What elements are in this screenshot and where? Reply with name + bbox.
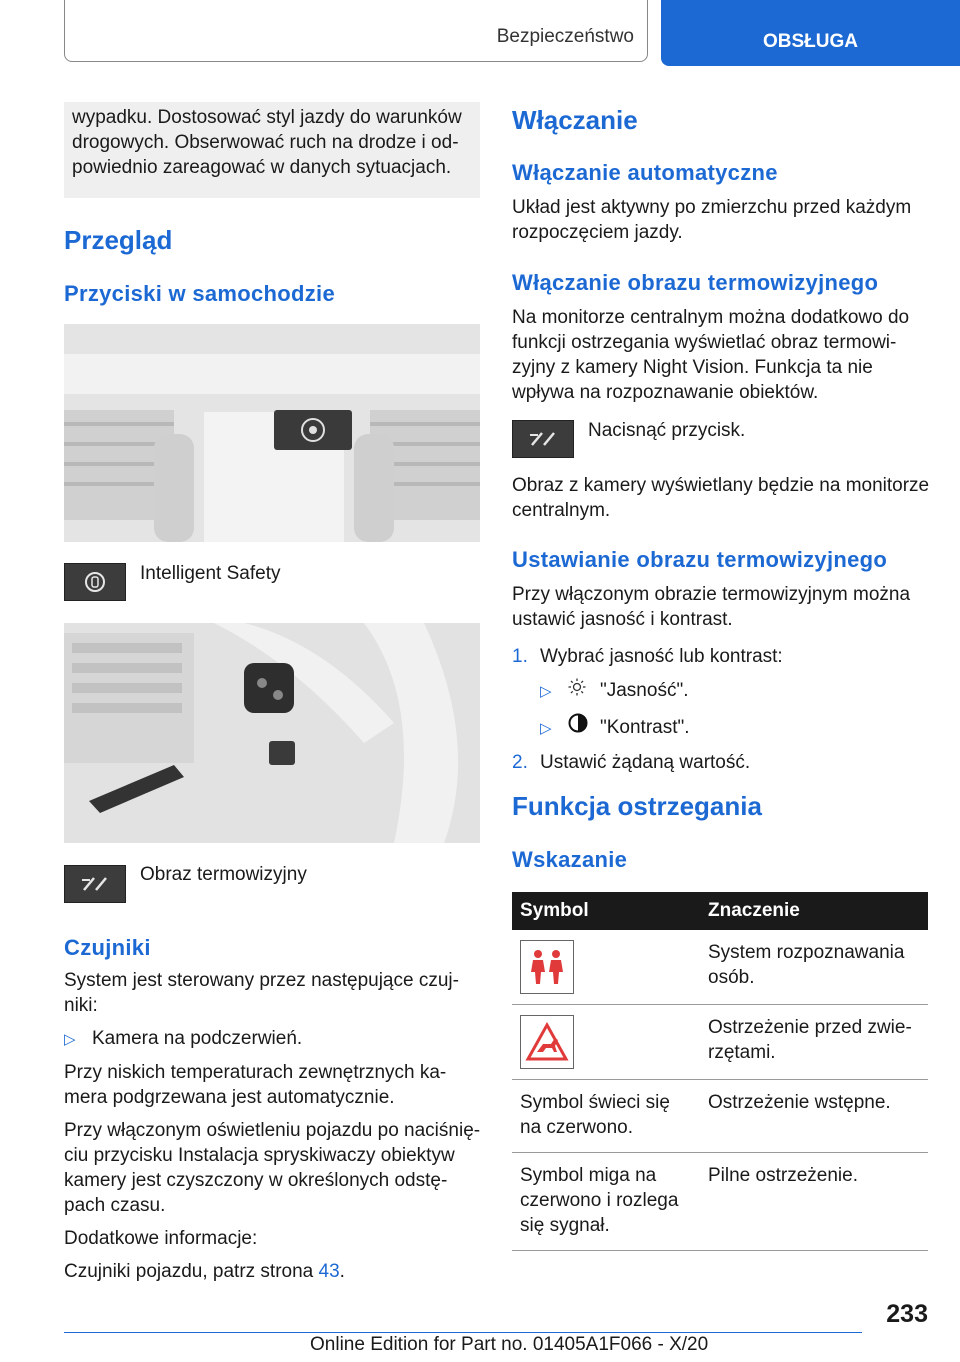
section-title: Bezpieczeństwo — [496, 26, 634, 47]
symbol-cell — [512, 1153, 700, 1251]
button1-label: Intelligent Safety — [140, 563, 281, 584]
ref-end: . — [339, 1261, 345, 1282]
info-note — [64, 102, 480, 198]
page-number: 233 — [886, 1300, 928, 1328]
dashboard-photo — [64, 324, 480, 542]
ref-text: Czujniki pojazdu, patrz strona — [64, 1261, 319, 1282]
table-header-row — [512, 892, 928, 930]
dashboard-illustration — [64, 324, 480, 542]
more-info: Dodatkowe informacje: — [64, 1228, 258, 1249]
contrast-icon — [568, 713, 600, 740]
thermal-line-4: wpływa na rozpoznawanie obiektów. — [512, 382, 819, 403]
heading-auto: Włączanie automatyczne — [512, 160, 778, 185]
adjust-line-2: ustawić jasność i kontrast. — [512, 609, 733, 630]
heading-buttons: Przyciski w samochodzie — [64, 281, 336, 306]
symbol-cell — [512, 1080, 700, 1153]
thermal-image-button-icon — [64, 865, 126, 903]
note-line-1: wypadku. Dostosować styl jazdy do warunków — [72, 107, 462, 128]
meaning-line: Ostrzeżenie przed zwie- — [708, 1017, 912, 1038]
bullet-arrow-icon: ▷ — [540, 683, 552, 700]
step-2 — [512, 750, 932, 775]
p1-line-1: Przy niskich temperaturach zewnętrznych ka- — [64, 1062, 447, 1083]
meaning-line: rzętami. — [708, 1042, 776, 1063]
chapter-title: OBSŁUGA — [763, 31, 858, 52]
brightness-icon — [568, 678, 600, 703]
col-meaning: Znaczenie — [700, 892, 928, 930]
thermal-line-1: Na monitorze centralnym można dodatkowo do — [512, 307, 910, 328]
heading-warning: Funkcja ostrzegania — [512, 791, 762, 821]
button2-label: Obraz termowizyjny — [140, 864, 307, 885]
sub-item-contrast-text: "Kontrast". — [600, 717, 690, 738]
symbol-line: na czerwono. — [520, 1117, 634, 1138]
bullet-arrow-icon: ▷ — [64, 1031, 76, 1048]
table-row — [512, 1153, 928, 1251]
heading-switching-on: Włączanie — [512, 105, 638, 135]
p2-line-4: pach czasu. — [64, 1195, 166, 1216]
auto-line-2: rozpoczęciem jazdy. — [512, 222, 683, 243]
chapter-tab — [661, 0, 960, 66]
symbol-line: się sygnał. — [520, 1215, 610, 1236]
sub-item-brightness-text: "Jasność". — [600, 680, 689, 701]
adjust-section — [512, 582, 932, 775]
step-1-text: Wybrać jasność lub kontrast: — [540, 646, 783, 667]
meaning-line: Pilne ostrzeżenie. — [708, 1165, 858, 1186]
p1-line-2: mera podgrzewana jest automatycznie. — [64, 1087, 395, 1108]
step-1-number: 1. — [512, 646, 528, 667]
thermal-line-2: funkcji ostrzegania wyświetlać obraz termowi- — [512, 332, 897, 353]
press-button-text: Nacisnąć przycisk. — [588, 420, 746, 441]
symbol-line: Symbol świeci się — [520, 1092, 670, 1113]
p2-line-1: Przy włączonym oświetleniu pojazdu po naciśnię- — [64, 1120, 481, 1141]
steering-photo — [64, 623, 480, 843]
p2-line-2: ciu przycisku Instalacja spryskiwaczy obiektyw — [64, 1145, 455, 1166]
animal-warning-icon — [520, 1015, 574, 1069]
meaning-cell — [700, 930, 928, 1005]
intelligent-safety-button-icon — [64, 563, 126, 601]
symbol-cell — [512, 1005, 700, 1080]
symbol-line: Symbol miga na — [520, 1165, 657, 1186]
steering-illustration — [64, 623, 480, 843]
heading-indication: Wskazanie — [512, 847, 628, 872]
display-line-2: centralnym. — [512, 500, 611, 521]
symbol-line: czerwono i rozlega — [520, 1190, 679, 1211]
footer-divider — [64, 1332, 862, 1333]
col-symbol: Symbol — [512, 892, 700, 930]
table-row — [512, 930, 928, 1005]
symbol-cell — [512, 930, 700, 1005]
sensors-section — [64, 968, 484, 1284]
table-row — [512, 1080, 928, 1153]
step-2-text: Ustawić żądaną wartość. — [540, 752, 751, 773]
page-reference — [64, 1259, 484, 1284]
bullet-arrow-icon: ▷ — [540, 720, 552, 737]
thermal-line-3: zyjny z kamery Night Vision. Funkcja ta nie — [512, 357, 873, 378]
sub-item-contrast — [512, 713, 932, 741]
ref-page-link[interactable]: 43 — [318, 1261, 340, 1282]
edition-text: Online Edition for Part no. 01405A1F066 - X/20 — [310, 1334, 709, 1355]
table-row — [512, 1005, 928, 1080]
display-line-1: Obraz z kamery wyświetlany będzie na monitorze — [512, 475, 930, 496]
heading-sensors: Czujniki — [64, 935, 151, 960]
heading-overview: Przegląd — [64, 225, 173, 255]
p2-line-3: kamery jest czyszczony w określonych odstę- — [64, 1170, 448, 1191]
step-2-number: 2. — [512, 752, 528, 773]
note-line-3: powiednio zareagować w danych sytuacjach. — [72, 157, 452, 178]
display-text — [512, 473, 929, 523]
meaning-cell — [700, 1153, 928, 1251]
adjust-line-1: Przy włączonym obrazie termowizyjnym można — [512, 584, 911, 605]
heading-thermal-on: Włączanie obrazu termowizyjnego — [512, 270, 879, 295]
meaning-cell — [700, 1005, 928, 1080]
meaning-line: System rozpoznawania — [708, 942, 905, 963]
symbol-table — [512, 892, 928, 1251]
thermal-text — [512, 305, 909, 405]
thermal-button-icon — [512, 420, 574, 458]
pedestrians-warning-icon — [520, 940, 574, 994]
sub-item-brightness — [512, 678, 932, 704]
meaning-line: Ostrzeżenie wstępne. — [708, 1092, 891, 1113]
sensors-list-item — [64, 1026, 484, 1052]
sensors-item-text: Kamera na podczerwień. — [92, 1028, 303, 1049]
meaning-cell — [700, 1080, 928, 1153]
step-1 — [512, 644, 932, 669]
auto-text — [512, 195, 911, 245]
sensors-intro-line-1: System jest sterowany przez następujące czuj- — [64, 970, 459, 991]
meaning-line: osób. — [708, 967, 755, 988]
note-line-2: drogowych. Obserwować ruch na drodze i od- — [72, 132, 459, 153]
sensors-intro-line-2: niki: — [64, 995, 98, 1016]
auto-line-1: Układ jest aktywny po zmierzchu przed każdym — [512, 197, 912, 218]
heading-adjust: Ustawianie obrazu termowizyjnego — [512, 547, 888, 572]
